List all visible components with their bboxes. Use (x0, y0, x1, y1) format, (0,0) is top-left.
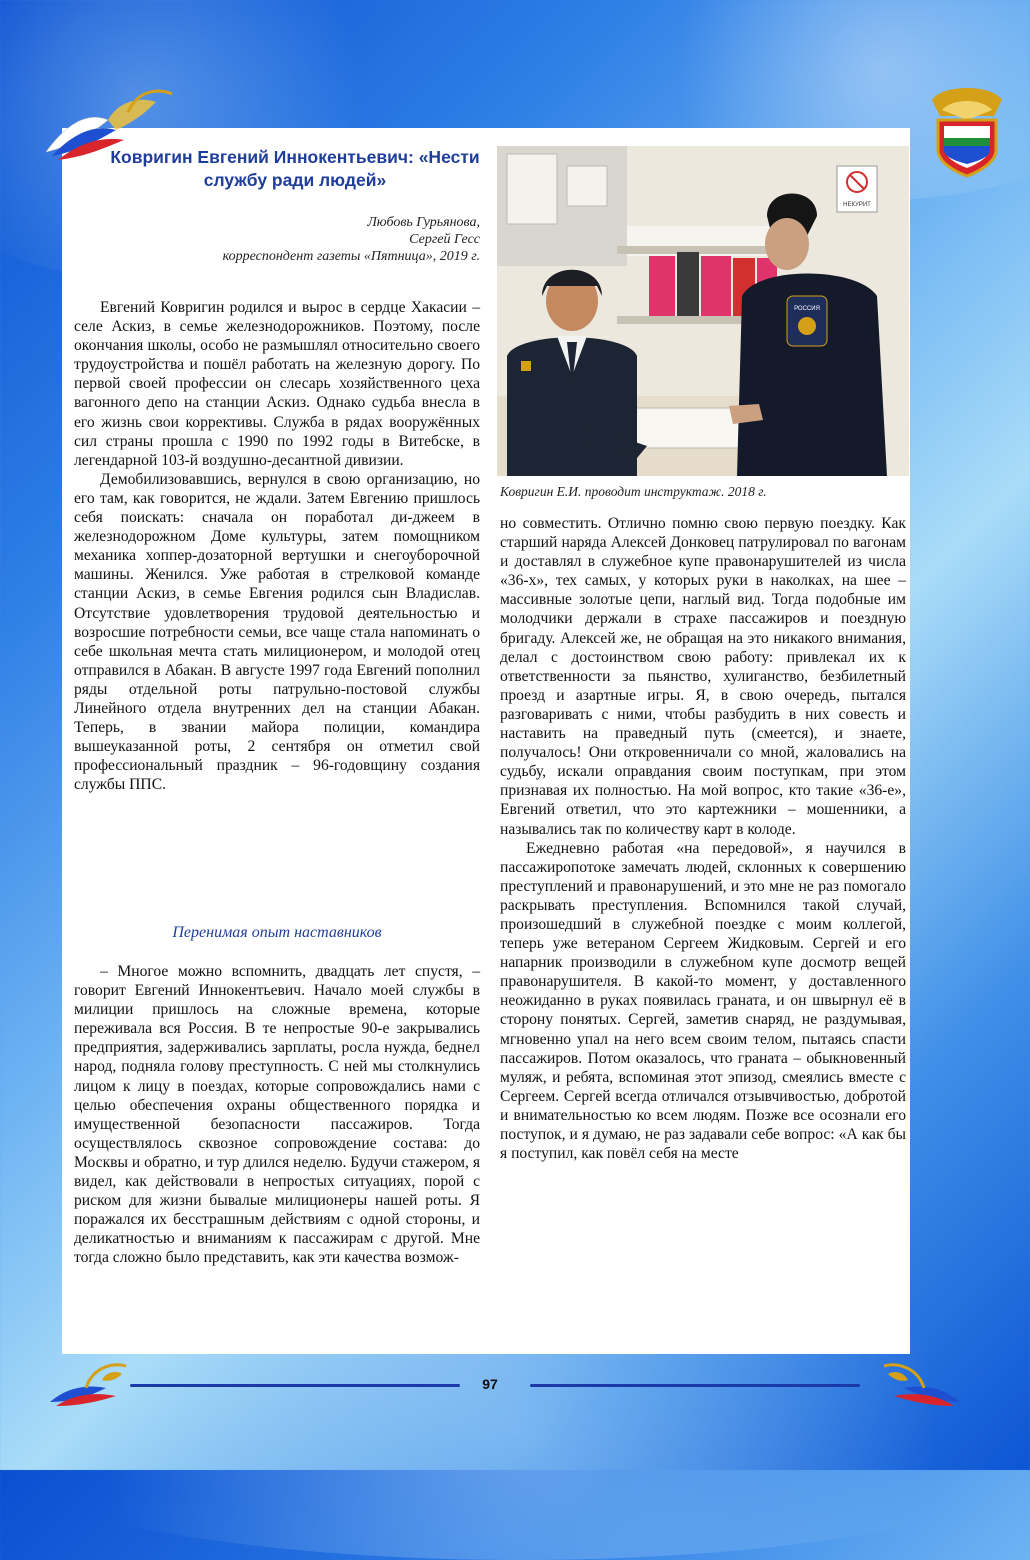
byline (150, 214, 480, 265)
paragraph: но совместить. Отлично помню свою первую поездку. Как старший наряда Алексей Донковец патрулировал по вагонам и доставлял в служебное купе правонарушителей из числа «36-х», тех самых, у которых руки в наколках, на шее – массивные золотые цепи, наглый вид. Тогда подобные им молодчики держали в страхе пассажиров и поездную бригаду. Алексей же, не обращая на это никакого внимания, делал с достоинством свою работу: привлекал их к ответственности за пьянство, хулиганство, безбилетный проезд и азартные игры. Я, в свою очередь, пытался разговаривать с ними, чтобы разбудить в них совесть и наставить на праведный путь (смеется), и знаете, получалось! Они откровенничали со мной, жаловались на судьбу, искали оправдания своим поступкам, при этом признавая их полностью. На мой вопрос, кто такие «36-е», Евгений ответил, что это картежники – мошенники, а назывались так по количеству карт в колоде. (500, 515, 906, 838)
author-name: Сергей Гесс (409, 232, 480, 247)
section-subheading: Перенимая опыт наставников (172, 924, 382, 941)
paragraph: Ежедневно работая «на передовой», я научился в пассажиропотоке замечать людей, склонных к совершению преступлений и правонарушений, и это мне не раз помогало раскрывать преступления. Вспомнился такой случай, произошедший в служебной поездке с моим коллегой, теперь уже ветераном Сергеем Жидковым. Сергей и его напарник производили в служебном купе досмотр вещей правонарушителя. В какой-то момент, у доставленного неожиданно в руках появилась граната, и он швырнул её в сторону понятых. Сергей, заметив снаряд, не раздумывая, мгновенно упал на него всем своим телом, пытаясь спасти пассажиров. Потом оказалось, что граната – обыкновенный муляж, и ребята, вспоминая этот эпизод, смеялись вместе с Сергеем. Сергей всегда отличался отзывчивостью, добротой и внимательностью ко всем людям. Позже все осознали его поступок, и я думаю, не раз задавали себе вопрос: «А как бы я поступил, как повёл себя на месте (500, 839, 906, 1163)
no-smoking-sign-text: НЕКУРИТ (843, 202, 871, 208)
photo-caption: Ковригин Е.И. проводит инструктаж. 2018 г. (500, 484, 767, 499)
laurel-ribbon-right-icon (864, 1358, 964, 1408)
title-line: Ковригин Евгений Иннокентьевич: «Нести (110, 147, 480, 167)
title-line: службу ради людей» (203, 170, 387, 190)
police-briefing-illustration (497, 146, 909, 476)
left-column-bottom (74, 962, 480, 1268)
footer-rule-right (530, 1384, 860, 1387)
left-column-top (74, 298, 480, 794)
laurel-ribbon-left-icon (46, 1358, 146, 1408)
uniform-patch-text: РОССИЯ (794, 306, 820, 312)
police-emblem-icon (922, 80, 1012, 180)
author-role: корреспондент газеты «Пятница», 2019 г. (222, 249, 480, 264)
paragraph: Евгений Ковригин родился и вырос в сердце Хакасии – селе Аскиз, в семье железнодорожников. Поэтому, после окончания школы, особо не размышлял относительно своего трудоустройства и пошёл работать на железную дорогу. По первой своей профессии он слесарь хозяйственного цеха вагонного депо на станции Аскиз. Однако судьба внесла в его жизнь свои коррективы. Служба в рядах вооружённых сил страны прошла с 1990 по 1992 годы в Витебске, в легендарной 103-й воздушно-десантной дивизии. (74, 299, 480, 469)
paragraph: Демобилизовавшись, вернулся в свою организацию, но его там, как говорится, не ждали. Затем Евгению пришлось себя поискать: сначала он поработал ди-джеем в железнодорожном Доме культуры, затем помощником механика хоппер-дозаторной вертушки и снегоуборочной машины. Женился. Уже работая в стрелковой команде станции Аскиз, в семье Евгения родился сын Владислав. Отсутствие удовлетворения трудовой деятельностью и возросшие потребности семьи, все чаще стала напоминать о себе школьная мечта стать милиционером, и молодой отец отправился в Абакан. В августе 1997 года Евгений пополнил ряды отдельной роты патрульно-постовой службы Линейного отдела внутренних дел на станции Абакан. Теперь, в звании майора полиции, командира вышеуказанной роты, 2 сентября он отметил свой профессиональный праздник – 96-годовщину создания службы ППС. (74, 470, 480, 794)
footer-rule-left (130, 1384, 460, 1387)
paragraph: – Многое можно вспомнить, двадцать лет спустя, – говорит Евгений Иннокентьевич. Начало моей службы в милиции пришлось на сложные времена, которые переживала вся Россия. В те непростые 90-е закрывались предприятия, задерживались зарплаты, росла нужда, беднел народ, подняла голову преступность. С ней мы столкнулись лицом к лицу в поездах, которые сопровождались нами с целью обеспечения охраны общественного порядка и имущественной безопасности пассажиров. Тогда осуществлялось сквозное сопровождение состава: до Москвы и обратно, и тур длился неделю. Будучи стажером, я видел, как действовали в непростых ситуациях, порой с риском для жизни бывалые милиционеры нашей роты. Я поражался их бесстрашным действиям с одной стороны, и деликатностью и вниманиям к пассажирам с другой. Мне тогда сложно было представить, как эти качества возмож- (74, 963, 480, 1267)
article-title (100, 146, 490, 192)
author-name: Любовь Гурьянова, (367, 215, 480, 230)
right-column (500, 514, 906, 1163)
page-number: 97 (482, 1376, 498, 1392)
article-photo (497, 146, 909, 476)
